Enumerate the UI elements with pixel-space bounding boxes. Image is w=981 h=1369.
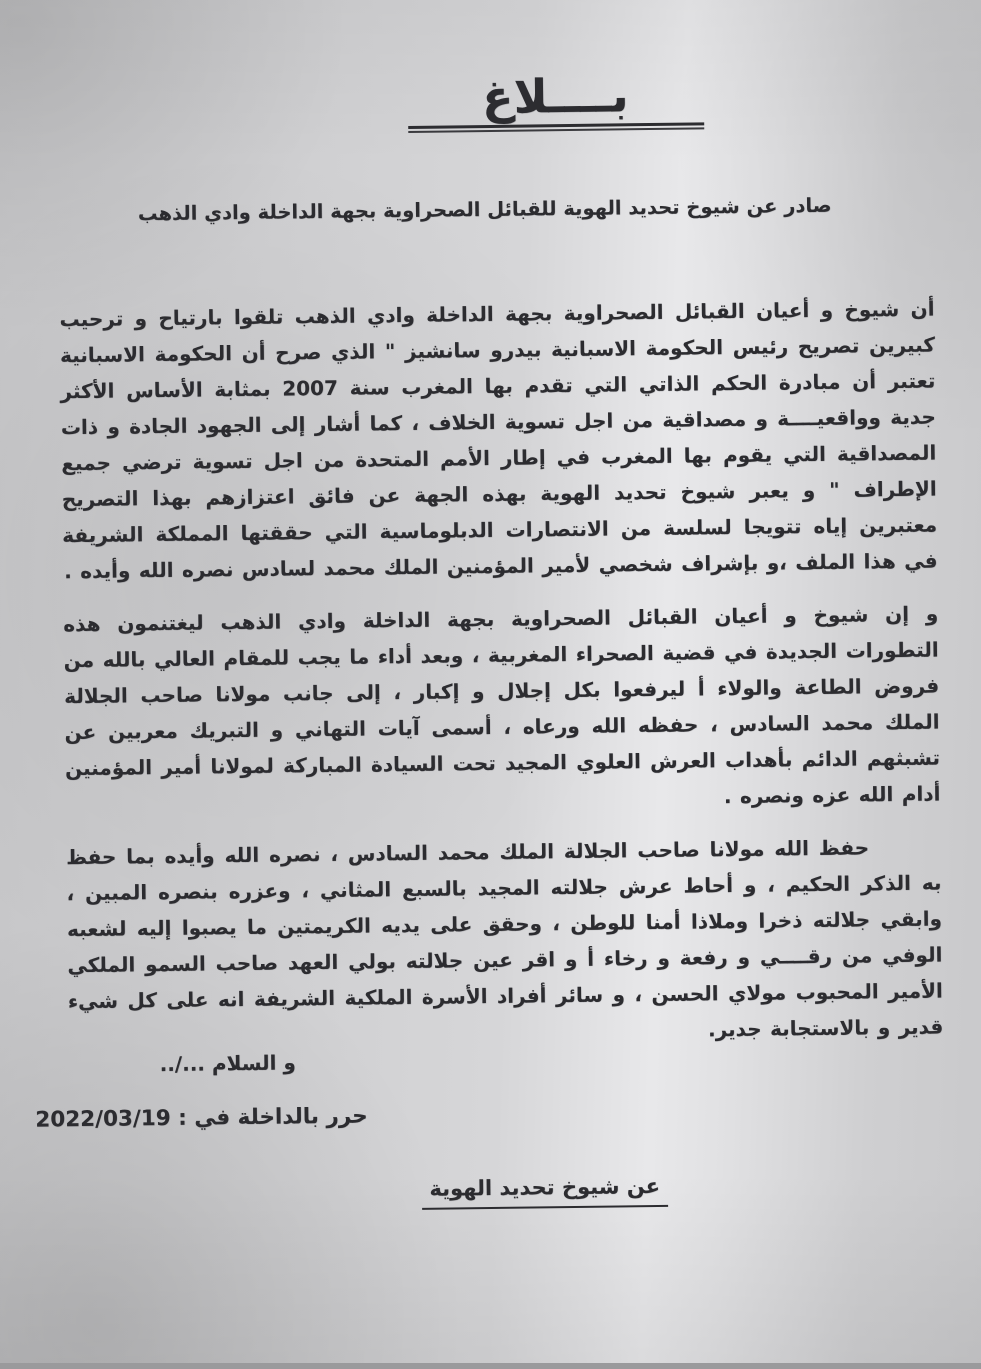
closing-salutation: و السلام .../..	[159, 1050, 297, 1077]
body-paragraph-1: أن شيوخ و أعيان القبائل الصحراوية بجهة الداخلة وادي الذهب تلقوا بارتياح و ترحيب كبيرين تصريح رئيس الحكومة الاسبانية بيدرو سانشيز " الذي صرح أن الحكومة الاسبانية تعتبر أن مبادرة الحكم الذاتي التي تقدم بها المغرب سنة 2007 بمثابة الأساس الأكثر جدية وواقعيــــة و مصداقية من اجل تسوية الخلاف ، كما أشار إلى الجهود الجادة و ذات المصداقية التي يقوم بها المغرب في إطار الأمم المتحدة من اجل تسوية ترضي جميع الإطراف " و يعبر شيوخ تحديد الهوية بهذه الجهة عن فائق اعتزازهم بهذا التصريح معتبرين إياه تتويجا لسلسة من الانتصارات الدبلوماسية التي حققتها المملكة الشريفة في هذا الملف ،و بإشراف شخصي لأمير المؤمنين الملك محمد لسادس نصره الله وأيده .	[59, 296, 938, 584]
document-title: بــــلاغ	[481, 68, 629, 125]
body-paragraph-3: حفظ الله مولانا صاحب الجلالة الملك محمد السادس ، نصره الله وأيده بما حفظ به الذكر الحكيم ، و أحاط عرش جلالته المجيد بالسبع المثاني ، وعزره بنصره المبين ، وابقي جلالته ذخرا وملاذا أمنا للوطن ، وحقق على يديه الكريمتين ما يصبوا إليه لشعبه الوفي من رقــــي و رفعة و رخاء أ و اقر عين جلالته بولي العهد صاحب السمو الملكي الأمير المحبوب مولاي الحسن ، و سائر أفراد الأسرة الملكية الشريفة انه على كل شيء قدير و بالاستجابة جدير.	[65, 835, 944, 1042]
title-inner	[407, 69, 704, 132]
body-paragraph-2: و إن شيوخ و أعيان القبائل الصحراوية بجهة الداخلة وادي الذهب ليغتنمون هذه التطورات الجديدة في قضية الصحراء المغربية ، وبعد أداء ما يجب للمقام العالي بالله من فروض الطاعة والولاء أ ليرفعوا بكل إجلال و إكبار ، إلى جانب مولانا صاحب الجلالة الملك محمد السادس ، حفظه الله ورعاه ، أسمى آيات التهاني و التبريك معربين عن تشبثهم الدائم بأهداب العرش العلوي المجيد تحت السيادة المباركة لمولانا أمير المؤمنين أدام الله عزه ونصره .	[63, 601, 941, 809]
title-block	[0, 66, 974, 138]
document-subtitle: صادر عن شيوخ تحديد الهوية للقبائل الصحراوية بجهة الداخلة وادي الذهب	[137, 193, 832, 226]
date-line: حرر بالداخلة في : 2022/03/19	[35, 1103, 368, 1133]
document-body	[59, 291, 943, 1073]
title-underline	[408, 122, 704, 133]
signature-line: عن شيوخ تحديد الهوية	[421, 1174, 668, 1210]
